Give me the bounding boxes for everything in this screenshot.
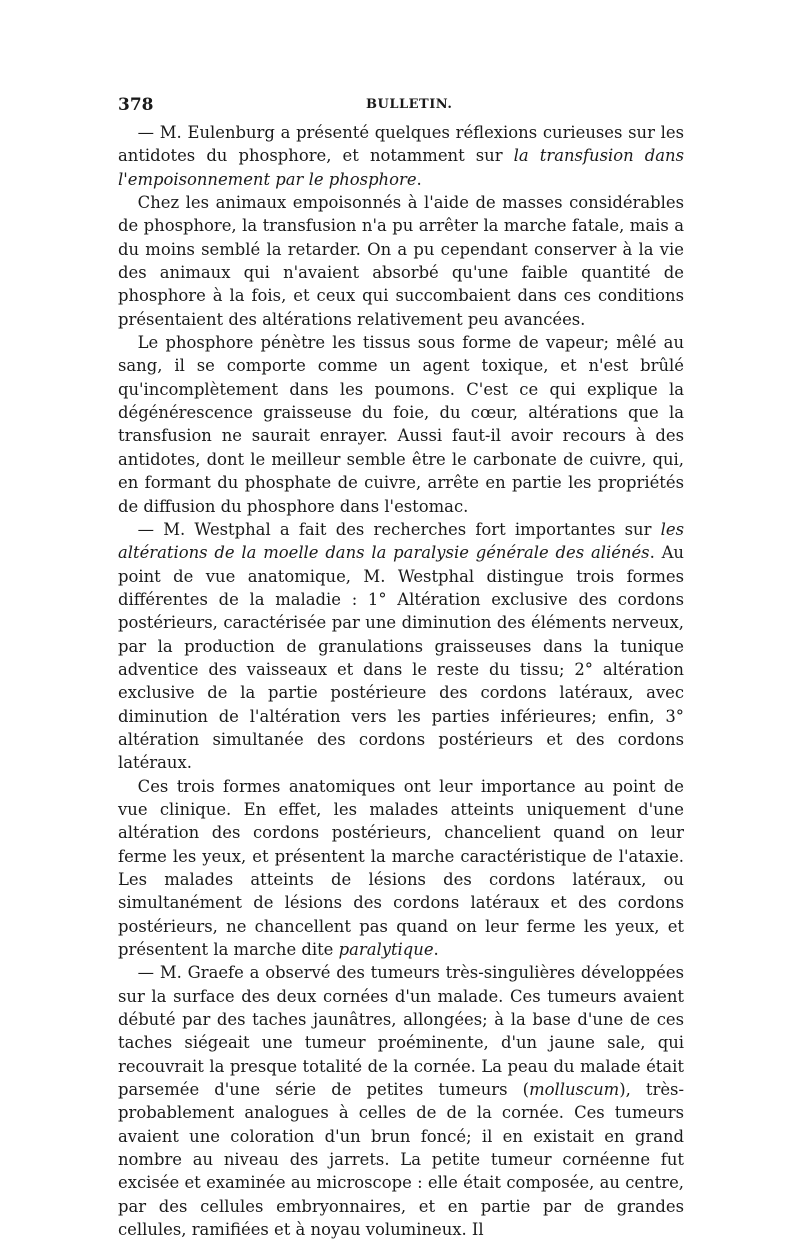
- body-text: [118, 121, 684, 1242]
- paragraph-eulenburg-intro: — M. Eulenburg a présenté quelques réflexions curieuses sur les antidotes du phosphore, et notamment sur la transfusion dans l'empoisonnement par le phosphore.: [118, 123, 684, 189]
- running-head: BULLETIN.: [366, 97, 453, 112]
- page-number: 378: [118, 95, 154, 115]
- paragraph-graefe-tumors: — M. Graefe a observé des tumeurs très-singulières développées sur la surface des deux cornées d'un malade. Ces tumeurs avaient débuté par des taches jaunâtres, allongées; à la base d'une de ces taches siégeait une tumeur proéminente, d'un jaune sale, qui recouvrait la presque totalité de la cornée. La peau du malade était parsemée d'une série de petites tumeurs (molluscum), très-probablement analogues à celles de de la cornée. Ces tumeurs avaient une coloration d'un brun foncé; il en existait en grand nombre au niveau des jarrets. La petite tumeur cornéenne fut excisée et examinée au microscope : elle était composée, au centre, par des cellules embryonnaires, et en partie par de grandes cellules, ramifiées et à noyau volumineux. Il: [118, 963, 684, 1240]
- paragraph-westphal: — M. Westphal a fait des recherches fort importantes sur les altérations de la moelle dans la paralysie générale des aliénés. Au point de vue anatomique, M. Westphal distingue trois formes différentes de la maladie : 1° Altération exclusive des cordons postérieurs, caractérisée par une diminution des éléments nerveux, par la production de granulations graisseuses dans la tunique adventice des vaisseaux et dans le reste du tissu; 2° altération exclusive de la partie postérieure des cordons latéraux, avec diminution de l'altération vers les parties inférieures; enfin, 3° altération simultanée des cordons postérieurs et des cordons latéraux.: [118, 519, 684, 773]
- paragraph-animal-experiments: Chez les animaux empoisonnés à l'aide de masses considérables de phosphore, la transfusion n'a pu arrêter la marche fatale, mais a du moins semblé la retarder. On a pu cependant conserver à la vie des animaux qui n'avaient absorbé qu'une faible quantité de phosphore à la fois, et ceux qui succombaient dans ces conditions présentaient des altérations relativement peu avancées.: [118, 193, 684, 329]
- paragraph-phosphorus-action: Le phosphore pénètre les tissus sous forme de vapeur; mêlé au sang, il se comporte comme un agent toxique, et n'est brûlé qu'incomplètement dans les poumons. C'est ce qui explique la dégénérescence graisseuse du foie, du cœur, altérations que la transfusion ne saurait enrayer. Aussi faut-il avoir recours à des antidotes, dont le meilleur semble être le carbonate de cuivre, qui, en formant du phosphate de cuivre, arrête en partie les propriétés de diffusion du phosphore dans l'estomac.: [118, 333, 684, 516]
- paragraph-clinical-forms: Ces trois formes anatomiques ont leur importance au point de vue clinique. En effet, les malades atteints uniquement d'une altération des cordons postérieurs, chancelient quand on leur ferme les yeux, et présentent la marche caractéristique de l'ataxie. Les malades atteints de lésions des cordons latéraux, ou simultanément de lésions des cordons latéraux et des cordons postérieurs, ne chancellent pas quand on leur ferme les yeux, et présentent la marche dite paralytique.: [118, 776, 684, 960]
- page-header: [118, 95, 684, 119]
- book-page: [118, 95, 684, 1242]
